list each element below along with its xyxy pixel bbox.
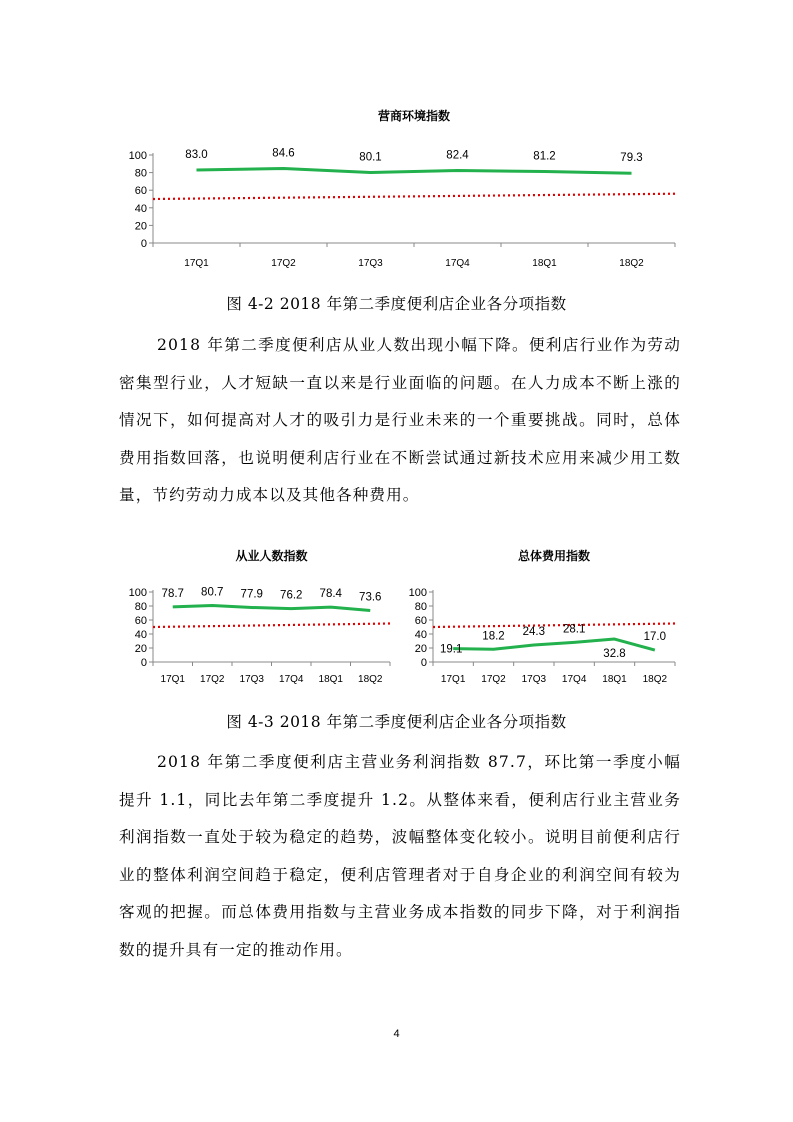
x-tick-label: 17Q3	[521, 674, 547, 685]
y-tick-label: 80	[134, 167, 147, 180]
x-tick-label: 17Q4	[279, 674, 304, 685]
series-line	[197, 169, 632, 174]
chart-business-environment-index	[120, 100, 680, 280]
paragraph-employment	[119, 327, 681, 515]
data-label: 79.3	[620, 152, 643, 165]
data-label: 73.6	[359, 591, 382, 604]
y-tick-label: 100	[128, 150, 147, 162]
x-tick-label: 17Q2	[481, 674, 506, 685]
chart-title: 总体费用指数	[517, 549, 591, 563]
figure-caption-4-2: 图 4-2 2018 年第二季度便利店企业各分项指数	[226, 295, 567, 313]
series-line	[173, 606, 371, 611]
data-label: 78.4	[319, 588, 342, 601]
y-tick-label: 0	[140, 238, 147, 250]
data-label: 32.8	[603, 648, 626, 661]
y-tick-label: 20	[414, 643, 427, 655]
x-tick-label: 18Q1	[602, 674, 627, 685]
x-tick-label: 18Q2	[642, 674, 668, 685]
x-tick-label: 18Q1	[532, 258, 557, 269]
x-tick-label: 18Q1	[318, 674, 343, 685]
x-tick-label: 17Q1	[160, 674, 185, 685]
figure-caption-4-3: 图 4-3 2018 年第二季度便利店企业各分项指数	[226, 713, 567, 731]
x-tick-label: 17Q1	[184, 258, 209, 269]
reference-line-50	[153, 624, 390, 628]
x-tick-label: 17Q2	[200, 674, 225, 685]
paragraph-profit	[119, 744, 681, 970]
data-label: 81.2	[533, 150, 556, 163]
data-label: 76.2	[280, 589, 303, 602]
y-tick-label: 0	[140, 657, 147, 669]
x-tick-label: 17Q4	[561, 674, 587, 685]
chart-business-environment-index-svg	[120, 100, 680, 280]
data-label: 78.7	[161, 587, 184, 600]
y-tick-label: 40	[134, 629, 147, 641]
data-label: 28.1	[562, 623, 586, 636]
data-label: 19.1	[439, 643, 463, 656]
data-label: 80.7	[201, 586, 224, 599]
x-tick-label: 17Q4	[445, 258, 470, 269]
y-tick-label: 100	[128, 587, 147, 599]
chart-title: 从业人数指数	[235, 549, 308, 563]
page-number: 4	[393, 1028, 400, 1040]
y-tick-label: 40	[414, 629, 427, 641]
data-label: 80.1	[359, 151, 382, 164]
x-tick-label: 17Q1	[440, 674, 466, 685]
data-label: 82.4	[446, 149, 469, 162]
data-label: 84.6	[272, 147, 295, 160]
data-label: 24.3	[522, 625, 546, 638]
y-tick-label: 0	[420, 657, 427, 669]
y-tick-label: 60	[414, 615, 427, 627]
y-tick-label: 20	[134, 643, 147, 655]
data-label: 77.9	[240, 588, 263, 601]
chart-employment-index-svg	[120, 540, 395, 690]
y-tick-label: 80	[414, 601, 427, 613]
reference-line-50	[153, 194, 675, 199]
y-tick-label: 60	[134, 615, 147, 627]
reference-line-50	[433, 624, 675, 628]
x-tick-label: 18Q2	[619, 258, 644, 269]
chart-total-cost-index-svg	[395, 540, 680, 690]
x-tick-label: 17Q3	[358, 258, 383, 269]
chart-title: 营商环境指数	[377, 109, 451, 123]
y-tick-label: 60	[134, 185, 147, 198]
data-label: 17.0	[643, 631, 667, 644]
paragraph-employment-text: 2018 年第二季度便利店从业人数出现小幅下降。便利店行业作为劳动密集型行业，人才短缺一直以来是行业面临的问题。在人力成本不断上涨的情况下，如何提高对人才的吸引力是行业未来的一个重要挑战。同时，总体费用指数回落，也说明便利店行业在不断尝试通过新技术应用来减少用工数量，节约劳动力成本以及其他各种费用。	[119, 336, 681, 505]
y-tick-label: 20	[134, 220, 147, 233]
chart-total-cost-index	[395, 540, 680, 690]
chart-employment-index	[120, 540, 395, 690]
y-tick-label: 100	[408, 587, 427, 599]
data-label: 83.0	[185, 148, 208, 161]
x-tick-label: 17Q2	[271, 258, 296, 269]
y-tick-label: 40	[134, 202, 147, 215]
paragraph-profit-text: 2018 年第二季度便利店主营业务利润指数 87.7，环比第一季度小幅提升 1.1，同比去年第二季度提升 1.2。从整体来看，便利店行业主营业务利润指数一直处于较为稳定的趋势，波幅整体变化较小。说明目前便利店行业的整体利润空间趋于稳定，便利店管理者对于自身企业的利润空间有较为客观的把握。而总体费用指数与主营业务成本指数的同步下降，对于利润指数的提升具有一定的推动作用。	[119, 753, 681, 959]
data-label: 18.2	[482, 630, 505, 643]
x-tick-label: 18Q2	[358, 674, 383, 685]
y-tick-label: 80	[134, 601, 147, 613]
x-tick-label: 17Q3	[239, 674, 264, 685]
